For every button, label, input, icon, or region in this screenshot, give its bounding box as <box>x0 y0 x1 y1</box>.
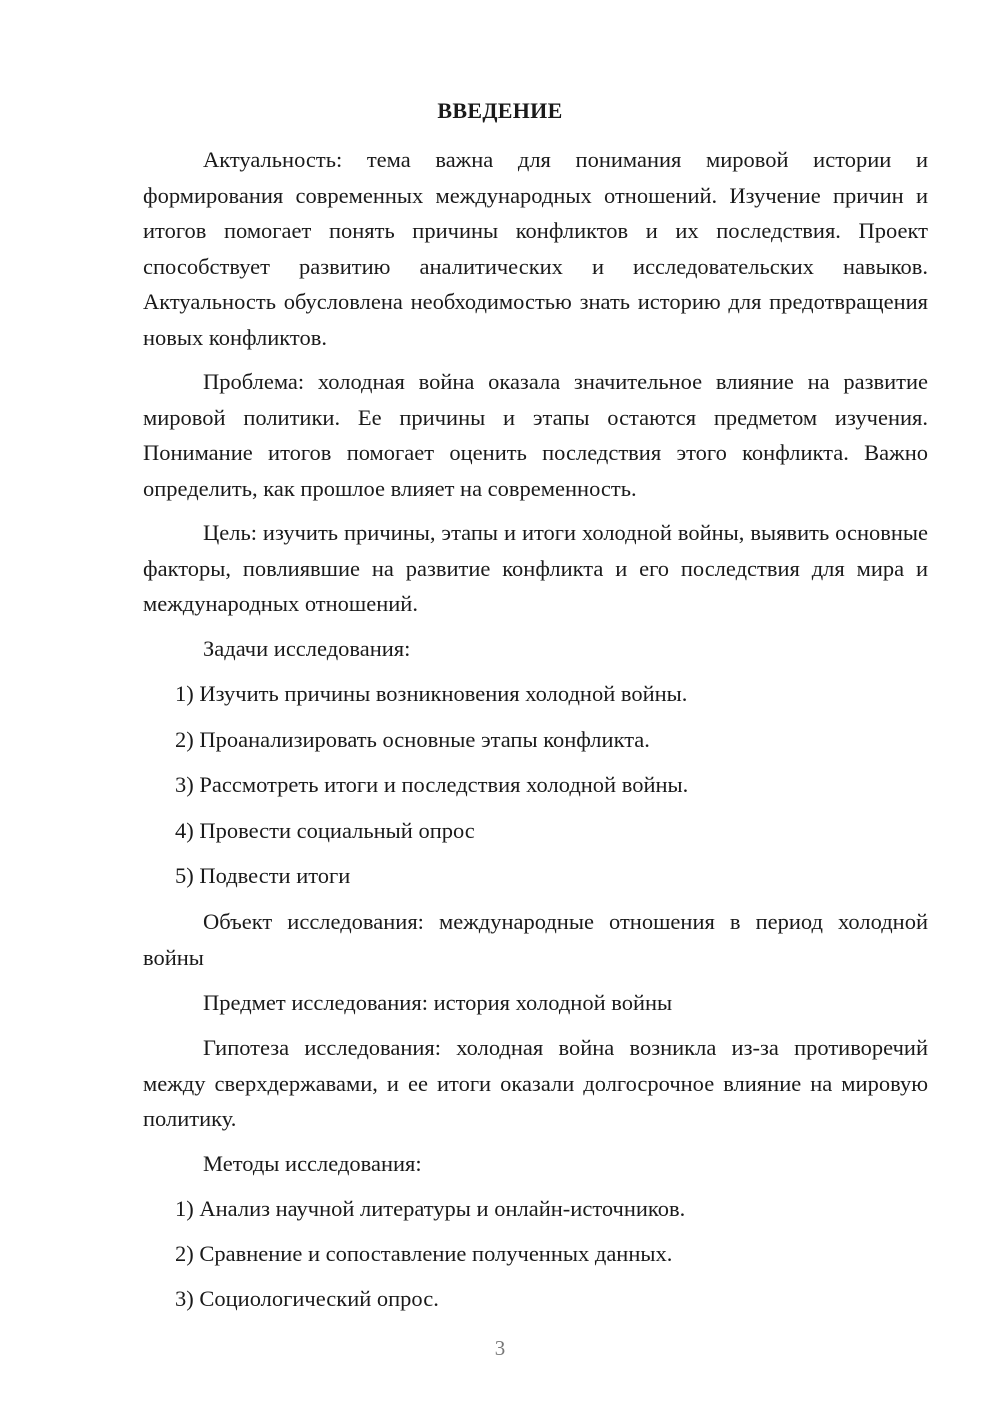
task-item-3: 3) Рассмотреть итоги и последствия холодной войны. <box>175 772 689 797</box>
task-item-2: 2) Проанализировать основные этапы конфликта. <box>175 727 650 752</box>
method-item-1: 1) Анализ научной литературы и онлайн-источников. <box>175 1196 686 1221</box>
methods-heading: Методы исследования: <box>203 1151 422 1176</box>
goal-paragraph: Цель: изучить причины, этапы и итоги холодной войны, выявить основные факторы, повлиявшие на развитие конфликта и его последствия для мира и международных отношений. <box>143 520 928 616</box>
subject-paragraph: Предмет исследования: история холодной войны <box>203 990 673 1015</box>
task-item-4: 4) Провести социальный опрос <box>175 818 475 843</box>
page-number: 3 <box>494 1336 506 1360</box>
relevance-paragraph: Актуальность: тема важна для понимания мировой истории и формирования современных международных отношений. Изучение причин и итогов помогает понять причины конфликтов и их последствия. Проект способствует развитию аналитических и исследовательских навыков. Актуальность обусловлена необходимостью знать историю для предотвращения новых конфликтов. <box>143 147 928 350</box>
method-item-3: 3) Социологический опрос. <box>175 1286 439 1311</box>
hypothesis-paragraph: Гипотеза исследования: холодная война возникла из-за противоречий между сверхдержавами, и ее итоги оказали долгосрочное влияние на мировую политику. <box>143 1035 928 1131</box>
object-paragraph: Объект исследования: международные отношения в период холодной войны <box>143 909 928 970</box>
problem-paragraph: Проблема: холодная война оказала значительное влияние на развитие мировой политики. Ее причины и этапы остаются предметом изучения. Понимание итогов помогает оценить последствия этого конфликта. Важно определить, как прошлое влияет на современность. <box>143 369 928 501</box>
method-item-2: 2) Сравнение и сопоставление полученных данных. <box>175 1241 673 1266</box>
task-item-5: 5) Подвести итоги <box>175 863 351 888</box>
tasks-heading: Задачи исследования: <box>203 636 411 661</box>
page-title: ВВЕДЕНИЕ <box>437 98 563 123</box>
task-item-1: 1) Изучить причины возникновения холодной войны. <box>175 681 688 706</box>
